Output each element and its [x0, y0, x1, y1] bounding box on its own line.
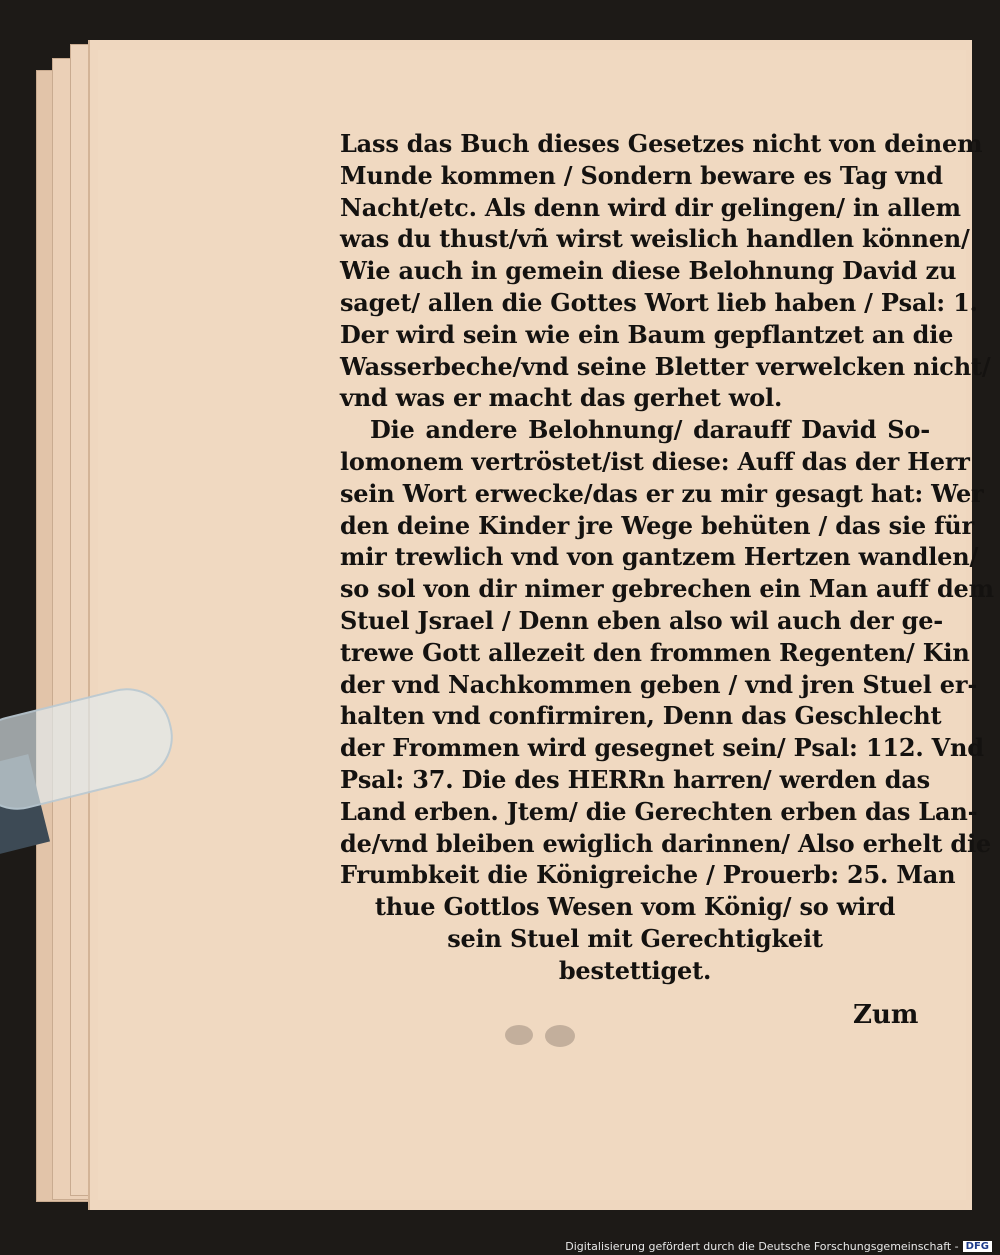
- text-line: saget/ allen die Gottes Wort lieb haben / Psal: 1.: [340, 287, 978, 317]
- body-text: [340, 128, 994, 987]
- text-line: vnd was er macht das gerhet wol.: [340, 383, 783, 413]
- text-line: Nacht/etc. Als denn wird dir gelingen/ in allem: [340, 192, 961, 222]
- text-line: thue Gottlos Wesen vom König/ so wird: [374, 892, 896, 922]
- text-line: lomonem vertröstet/ist diese: Auff das der Herr: [340, 446, 970, 476]
- text-line: Lass das Buch dieses Gesetzes nicht von deinem: [340, 129, 983, 158]
- text-line: so sol von dir nimer gebrechen ein Man auff dem: [340, 574, 994, 604]
- text-line: Munde kommen / Sondern beware es Tag vnd: [340, 160, 943, 190]
- ink-smudge: [545, 1025, 575, 1047]
- text-line: Wie auch in gemein diese Belohnung David zu: [340, 256, 957, 286]
- text-line: trewe Gott allezeit den frommen Regenten/ Kin: [340, 637, 970, 667]
- text-line: sein Stuel mit Gerechtigkeit: [447, 923, 823, 953]
- text-line: de/vnd bleiben ewiglich darinnen/ Also erhelt die: [340, 828, 991, 858]
- text-line: Stuel Jsrael / Denn eben also wil auch der ge-: [340, 605, 944, 635]
- text-line: Psal: 37. Die des HERRn harren/ werden das: [340, 764, 930, 794]
- text-line: der vnd Nachkommen geben / vnd jren Stuel er-: [340, 669, 978, 699]
- footer-text: Digitalisierung gefördert durch die Deutsche Forschungsgemeinschaft -: [565, 1240, 959, 1253]
- text-line: Die andere Belohnung/ darauff David So-: [370, 415, 930, 445]
- text-line: Wasserbeche/vnd seine Bletter verwelcken nicht/: [340, 351, 991, 381]
- text-line: bestettiget.: [558, 955, 712, 985]
- text-line: halten vnd confirmiren, Denn das Geschlecht: [340, 701, 942, 731]
- text-line: den deine Kinder jre Wege behüten / das sie für: [340, 510, 974, 540]
- footer-credit: [565, 1240, 992, 1253]
- text-line: Der wird sein wie ein Baum gepflantzet an die: [340, 319, 954, 349]
- catchword: Zum: [853, 1000, 919, 1030]
- text-line: mir trewlich vnd von gantzem Hertzen wandlen/: [340, 542, 979, 572]
- text-line: sein Wort erwecke/das er zu mir gesagt hat: Wer: [340, 478, 984, 508]
- text-line: Land erben. Jtem/ die Gerechten erben das Lan-: [340, 796, 978, 826]
- text-line: Frumbkeit die Königreiche / Prouerb: 25. Man: [340, 860, 956, 890]
- dfg-logo: DFG: [963, 1241, 992, 1252]
- text-line: was du thust/vñ wirst weislich handlen können/: [340, 224, 970, 254]
- ink-smudge: [505, 1025, 533, 1045]
- text-line: der Frommen wird gesegnet sein/ Psal: 112. Vnd: [340, 733, 984, 763]
